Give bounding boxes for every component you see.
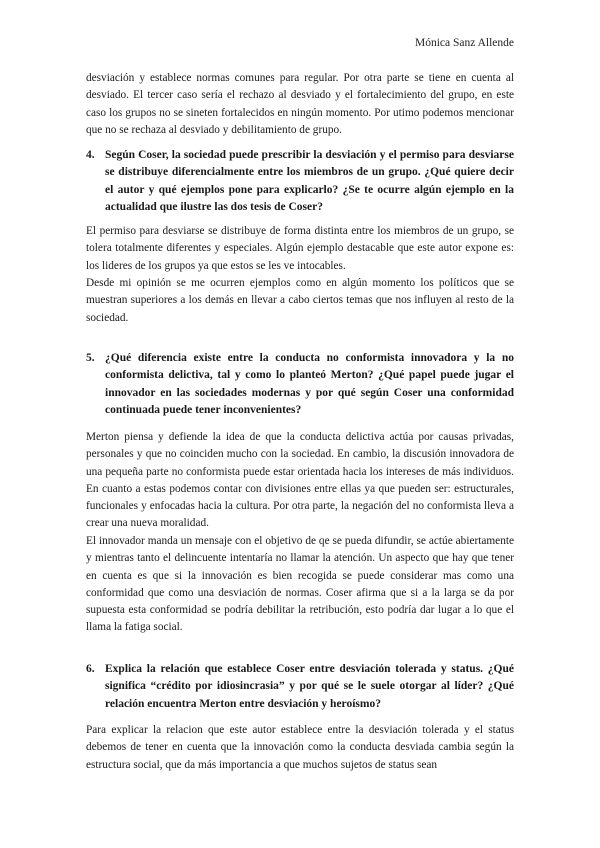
question-5 [86,350,514,419]
question-4 [86,147,514,216]
question-6-text: Explica la relación que establece Coser entre desviación tolerada y status. ¿Qué significa “crédito por idiosincrasia” y por qué se le suele otorgar al líder? ¿Qué relación encuentra Merton entre desviación y heroísmo? [105,663,514,710]
question-5-number: 5. [86,352,95,364]
question-5-text: ¿Qué diferencia existe entre la conducta no conformista innovadora y la no conformista delictiva, tal y como lo planteó Merton? ¿Qué papel puede jugar el innovador en las sociedades modernas y por qué según Coser una conformidad continuada puede tener inconvenientes? [105,352,514,416]
answer-5-paragraph-2: El innovador manda un mensaje con el objetivo de qe se pueda difundir, se actúe abiertamente y mientras tanto el delincuente intentaría no llamar la atención. Un aspecto que hay que tener en cuenta es que si la innovación es bien recogida se puede considerar mas como una conformidad que como una desviación de normas. Coser afirma que si a la larga se da por supuesta esta conformidad se podría debilitar la retribución, esto podría dar lugar a lo que el llama la fatiga social. [86,535,514,634]
answer-4-paragraph-1: El permiso para desviarse se distribuye de forma distinta entre los miembros de un grupo, se tolera totalmente diferentes y especiales. Algún ejemplo destacable que este autor expone es: los lideres de los grupos ya que estos se les ve intocables. [86,225,514,272]
intro-paragraph: desviación y establece normas comunes para regular. Por otra parte se tiene en cuenta al desviado. El tercer caso sería el rechazo al desviado y el fortalecimiento del grupo, en este caso los grupos no se sineten fortalecidos en ningún momento. Por utimo podemos mencionar que no se rechaza al desviado y debilitamiento de grupo. [86,72,514,136]
answer-6-paragraph-1: Para explicar la relacion que este autor establece entre la desviación tolerada y el status debemos de tener en cuenta que la innovación como la conducta desviada cambia según la estructura social, que da más importancia a que muchos sujetos de status sean [86,724,514,771]
question-6-number: 6. [86,663,95,675]
question-4-text: Según Coser, la sociedad puede prescribir la desviación y el permiso para desviarse se distribuye diferencialmente entre los miembros de un grupo. ¿Qué quiere decir el autor y qué ejemplos pone para explicarlo? ¿Se te ocurre algún ejemplo en la actualidad que ilustre las dos tesis de Coser? [105,149,514,213]
answer-5-paragraph-1: Merton piensa y defiende la idea de que la conducta delictiva actúa por causas privadas, personales y que no coinciden mucho con la sociedad. En cambio, la discusión innovadora de una pequeña parte no conformista puede estar orientada hacia los intereses de más individuos. En cuanto a estas podemos contar con divisiones entre ellas ya que pueden ser: estructurales, funcionales y enfocadas hacia la cultura. Por otra parte, la negación del no conformista lleva a crear una nueva moralidad. [86,431,514,530]
answer-4-paragraph-2: Desde mi opinión se me ocurren ejemplos como en algún momento los políticos que se muestran superiores a los demás en llevar a cabo ciertos temas que nos influyen al resto de la sociedad. [86,277,514,324]
header-author: Mónica Sanz Allende [414,37,514,49]
question-4-number: 4. [86,149,95,161]
question-6 [86,661,514,713]
